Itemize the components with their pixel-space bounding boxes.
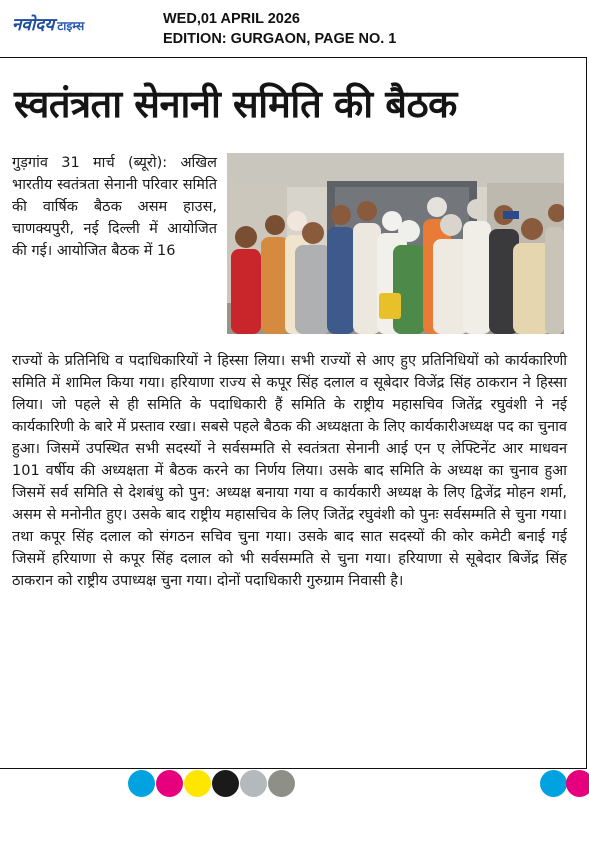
cyan-swatch-right [540,770,567,797]
masthead [0,0,589,56]
dark-gray-swatch [268,770,295,797]
logo-sub-text: टाइम्स [57,19,85,33]
news-photo [227,153,564,334]
edition-info [163,9,396,49]
article-headline: स्वतंत्रता सेनानी समिति की बैठक [14,82,457,126]
logo-main-text: नवोदय [12,15,55,35]
magenta-swatch [156,770,183,797]
newspaper-logo [12,12,84,35]
date-line: WED,01 APRIL 2026 [163,11,300,27]
article-body-continued: राज्यों के प्रतिनिधि व पदाधिकारियों ने हिस्सा लिया। सभी राज्यों से आए हुए प्रतिनिधियों को कार्यकारिणी समिति में शामिल किया गया। हरियाणा राज्य से कपूर सिंह दलाल व सूबेदार विजेंद्र सिंह ठाकरान ने हिस्सा लिया। जो पहले से ही समिति के पदाधिकारी हैं समिति के राष्ट्रीय महासचिव जितेंद्र रघुवंशी ने नई कार्यकारिणी के बारे में प्रस्ताव रखा। सबसे पहले बैठक की अध्यक्षता के लिए कार्यकारीअध्यक्ष पद का चुनाव हुआ। जिसमें उपस्थित सभी सदस्यों ने सर्वसम्मति से स्वतंत्रता सेनानी आई एन ए लेफ्टिनेंट आर माधवन 101 वर्षीय की अध्यक्षता में बैठक करने का निर्णय लिया। उसके बाद समिति के अध्यक्ष का चुनाव हुआ जिसमें सर्व समिति से देशबंधु को पुन: अध्यक्ष बनाया गया व कार्यकारी अध्यक्ष के लिए द्विजेंद्र मोहन शर्मा, असम से मनोनीत हुए। उसके बाद राष्ट्रीय महासचिव के लिए जितेंद्र रघुवंशी को पुनः सर्वसम्मति से चुना गया। तथा कपूर सिंह दलाल को संगठन सचिव चुना गया। उसके बाद सात सदस्यों की कोर कमेटी बनाई गई जिसमें हरियाणा से कपूर सिंह दलाल को भी सर्वसम्मति से चुना गया। हरियाणा से सूबेदार बिजेंद्र सिंह ठाकरान को राष्ट्रीय उपाध्यक्ष चुना गया। दोनों पदाधिकारी गुरुग्राम निवासी है। [12,353,567,589]
article-body-left-column: गुड़गांव 31 मार्च (ब्यूरो): अखिल भारतीय स्वतंत्रता सेनानी परिवार समिति की वार्षिक बैठक असम हाउस, चाणक्यपुरी, नई दिल्ली में आयोजित की गई। आयोजित बैठक में 16 [12,155,217,259]
cyan-swatch [128,770,155,797]
light-gray-swatch [240,770,267,797]
black-swatch [212,770,239,797]
magenta-swatch-right [566,770,589,797]
edition-line: EDITION: GURGAON, PAGE NO. 1 [163,31,397,47]
color-registration-marks [0,770,589,798]
yellow-swatch [184,770,211,797]
